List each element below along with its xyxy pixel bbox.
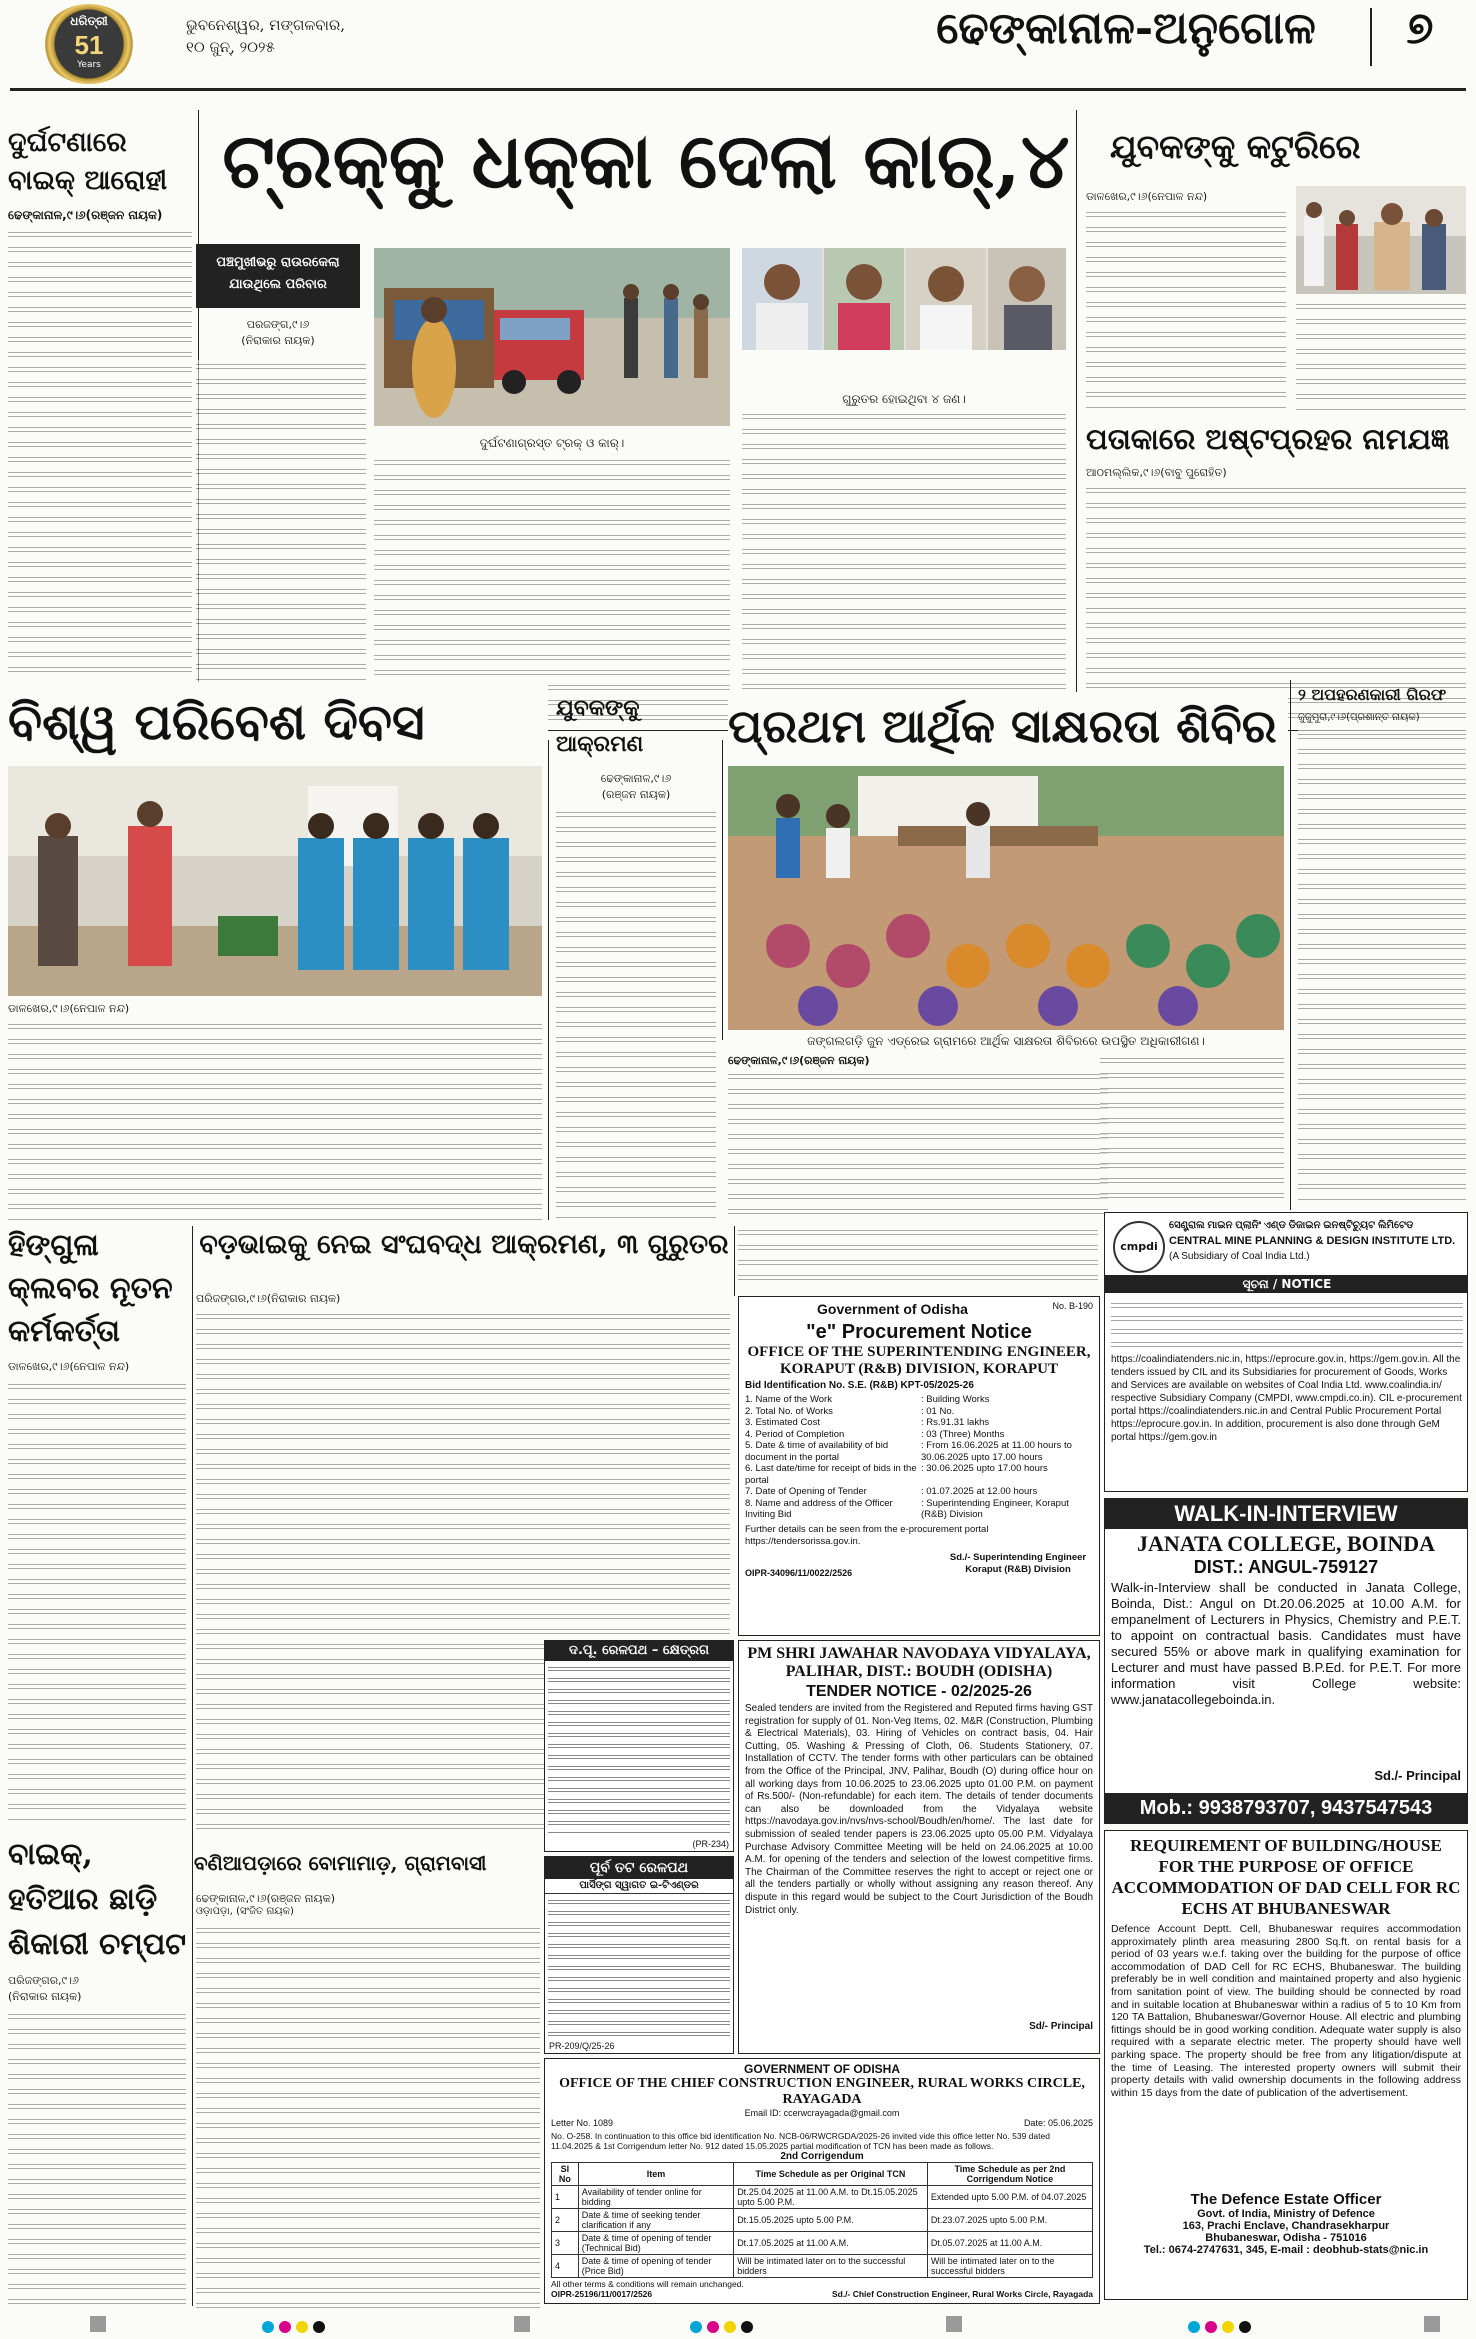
- walkin-college: JANATA COLLEGE, BOINDA: [1136, 1531, 1436, 1556]
- rw-sign: Sd./- Chief Construction Engineer, Rural Works Circle, Rayagada: [831, 2289, 1093, 2299]
- registration-dot-yellow: [724, 2321, 736, 2333]
- col-rule-2: [1076, 110, 1077, 730]
- rw-date: Date: 05.06.2025: [1023, 2118, 1093, 2128]
- registration-dot-magenta: [279, 2321, 291, 2333]
- literacy-body-2: [1100, 1054, 1284, 1204]
- registration-dot-yellow: [296, 2321, 308, 2333]
- biker-dateline: ଢେଙ୍କାନାଳ,୯।୬(ରଞ୍ଜନ ନାୟକ): [8, 208, 163, 222]
- registration-dot-yellow: [1222, 2321, 1234, 2333]
- col-rule-6: [192, 1226, 193, 2306]
- echs-office: The Defence Estate Officer: [1190, 2191, 1382, 2208]
- echs-addr2: 163, Prachi Enclave, Chandrasekharpur: [1182, 2220, 1390, 2232]
- eproc-row: [745, 1429, 1093, 1441]
- railway-se-notice: [544, 1640, 734, 1852]
- rw-footer: All other terms & conditions will remain unchanged.: [551, 2279, 744, 2289]
- cmpdi-logo: cmpdi: [1113, 1221, 1165, 1273]
- col-rule-7: [734, 1226, 735, 1296]
- eproc-row-label: 2. Total No. of Works: [745, 1405, 833, 1417]
- railway-ec-title: ପୂର୍ବ ତଟ ରେଳପଥ: [545, 1857, 733, 1879]
- badge-years: Years: [77, 60, 101, 70]
- biker-body: [8, 228, 192, 728]
- victims-photo: [742, 248, 1066, 350]
- truck-car-byline: (ନିରାକାର ନାୟକ): [241, 334, 315, 347]
- eproc-row-value: : 01.07.2025 at 12.00 hours: [921, 1486, 1038, 1497]
- echs-tel: Tel.: 0674-2747631, 345, E-mail : deobhub-stats@nic.in: [1143, 2244, 1429, 2256]
- reg-gray-4: [1424, 2316, 1440, 2332]
- rw-table-header: Item: [578, 2163, 733, 2186]
- walkin-mobile: Mob.: 9938793707, 9437547543: [1105, 1793, 1467, 1823]
- registration-dot-cyan: [1188, 2321, 1200, 2333]
- echs-body: Defence Account Deptt. Cell, Bhubaneswar requires accommodation approximately plinth area measuring 2800 Sq.ft. on rental basis for a period of 03 years w.e.f. taking over the building for the purpose of office accommodation of DAD Cell for RC ECHS, Bhubaneswar. The building preferably be in well condition and maintained property and also hygienic from sanitation point of view. The building should be connected by road and in suitable location at Bhubaneswar within a radius of 5 to 10 Km from 120 TA Battalion, Bhubaneswar/Governor House. All electric and plumbing fittings should be in good working condition. Adequate water supply is also required with a separate electric meter. The property should have well parking space. The property should be free from any litigation/dispute at the time of Leasing. The interested property owners will submit their property details with valid ownership documents in the following address within 15 days from the date of publication of the advertisement.: [1111, 1923, 1461, 2099]
- knife-attack-headline: ଯୁବକଙ୍କୁ କଟୁରିରେ: [1110, 127, 1361, 166]
- cmpdi-body: https://coalindiatenders.nic.in, https://eprocure.gov.in, https://gem.gov.in. All the tenders issued by CIL and its Subsidiaries for procurement of Goods, Works and Services are available on websites of Coal India Ltd. www.coalindia.in/ respective Subsidiary Company (CMPDI, www.cmpdi.co.in). CIL e-procurement portal https://coalindiatenders.nic.in and Central Public Procurement Portal https://eprocure.gov.in. In addition, procurement is also done through GeM portal https://gem.gov.in: [1111, 1354, 1462, 1443]
- eproc-row-label: 1. Name of the Work: [745, 1394, 832, 1405]
- victims-photo-image: [742, 248, 1066, 350]
- col-rule-3: [548, 740, 549, 1220]
- literacy-body: [728, 1070, 1108, 1220]
- masthead: [0, 0, 1476, 92]
- railway-se-body: [548, 1664, 730, 1834]
- alleged-attack-body: [556, 808, 716, 1218]
- bomb-dateline: ଢେଙ୍କାନାଳ,୯।୬(ରଞ୍ଜନ ନାୟକ): [196, 1892, 335, 1905]
- environment-photo-image: [8, 766, 542, 996]
- railway-se-title: ଦ.ପୂ. ରେଳପଥ – କ୍ଷେତ୍ରଗ: [545, 1641, 733, 1661]
- naam-yagna-headline: ପତାକାରେ ଅଷ୍ଟପ୍ରହର ନାମଯଜ୍ଞ: [1086, 422, 1450, 456]
- club-body: [8, 1380, 186, 1820]
- rw-table-cell: Dt.05.07.2025 at 11.00 A.M.: [927, 2232, 1092, 2255]
- eproc-no: No. B-190: [1052, 1301, 1093, 1311]
- literacy-photo: [728, 766, 1284, 1030]
- truck-car-headline: ଟ୍ରକ୍‌କୁ ଧକ୍କା ଦେଲା କାର୍,୪: [222, 116, 1070, 205]
- eproc-oipr: OIPR-34096/11/0022/2526: [745, 1567, 853, 1578]
- victims-photo-caption: ଗୁରୁତର ହୋଇଥିବା ୪ ଜଣ।: [842, 392, 966, 406]
- kicker-line1: ପଞ୍ଚମୁଖୀଭରୁ ରାଉରକେଲା: [216, 255, 340, 270]
- alleged-attack-headline: ଯୁବକଙ୍କୁ ଆକ୍ରମଣ: [556, 695, 644, 757]
- reg-gray-2: [514, 2316, 530, 2332]
- navodaya-tender-notice: TENDER NOTICE - 02/2025-26: [806, 1683, 1032, 1700]
- truck-car-kicker: [196, 244, 360, 308]
- registration-dot-magenta: [707, 2321, 719, 2333]
- eproc-row-value: : Rs.91.31 lakhs: [921, 1417, 990, 1428]
- railway-ec-notice: [544, 1856, 734, 2054]
- kidnappers-body: [1298, 730, 1466, 1200]
- rw-table-cell: Extended upto 5.00 P.M. of 04.07.2025: [927, 2186, 1092, 2209]
- rw-table-cell: 2: [552, 2209, 579, 2232]
- registration-dot-cyan: [690, 2321, 702, 2333]
- rw-table-cell: Will be intimated later on to the successful bidders: [734, 2255, 928, 2278]
- rw-table-header: Sl No: [552, 2163, 579, 2186]
- cmpdi-notice: [1104, 1212, 1468, 1492]
- cmpdi-name-odia: ସେଣ୍ଟ୍ରାଲ ମାଇନ ପ୍ଲାନିଂ ଏଣ୍ଡ ଡିଜାଇନ ଇନଷ୍ଟିଚ୍ୟୁଟ ଲିମିଟେଡ: [1169, 1220, 1414, 1231]
- hunter-dateline: ପରିଜଙ୍ଗର,୯।୬: [8, 1974, 79, 1987]
- knife-attack-photo: [1296, 186, 1466, 294]
- echs-addr1: Govt. of India, Ministry of Defence: [1197, 2208, 1375, 2220]
- eproc-row-value: : Superintending Engineer, Koraput (R&B) Division: [921, 1497, 1069, 1520]
- walkin-notice: [1104, 1498, 1468, 1824]
- registration-dot-black: [741, 2321, 753, 2333]
- place-date: [186, 14, 406, 58]
- eproc-bid-id: Bid Identification No. S.E. (R&B) KPT-05/2025-26: [745, 1380, 974, 1391]
- navodaya-sign: Sd/- Principal: [1029, 2021, 1093, 2032]
- rw-table-cell: Dt.15.05.2025 upto 5.00 P.M.: [734, 2209, 928, 2232]
- eproc-row-label: 5. Date & time of availability of bid document in the portal: [745, 1440, 889, 1463]
- echs-notice: [1104, 1830, 1468, 2300]
- eproc-office-line2: KORAPUT (R&B) DIVISION, KORAPUT: [779, 1361, 1059, 1377]
- cmpdi-body-odia: [1111, 1299, 1463, 1349]
- alleged-attack-dateline: ଢେଙ୍କାନାଳ,୯।୬: [600, 772, 672, 785]
- place-date-line1: ଭୁବନେଶ୍ୱର, ମଙ୍ଗଳବାର,: [186, 16, 346, 34]
- rw-table-cell: Date & time of opening of tender (Technical Bid): [578, 2232, 733, 2255]
- literacy-photo-caption: ଜଙ୍ଗଲଗଡ଼ି ଜୁନ ଏଡ୍ରେଇ ଗ୍ରାମରେ ଆର୍ଥିକ ସାକ୍ଷରତା ଶିବିରରେ ଉପସ୍ଥିତ ଅଧିକାରୀଗଣ।: [807, 1034, 1205, 1048]
- eproc-row-label: 6. Last date/time for receipt of bids in the portal: [745, 1463, 917, 1486]
- rw-table-cell: Date & time of opening of tender (Price Bid): [578, 2255, 733, 2278]
- bomb-headline: ବଣିଆପଡ଼ାରେ ବୋମାମାଡ଼, ଗ୍ରାମବାସୀ: [194, 1851, 487, 1875]
- registration-dot-black: [313, 2321, 325, 2333]
- club-dateline: ଡାଳଖେର,୯।୬(ନେପାଳ ନନ୍ଦ): [8, 1360, 130, 1373]
- section-title: ଢେଙ୍କାନାଳ-ଅନୁଗୋଳ: [936, 6, 1316, 54]
- eproc-notice: [738, 1296, 1100, 1636]
- knife-attack-body-2: [1296, 300, 1466, 410]
- truck-car-body-3: [742, 410, 1066, 726]
- walkin-dist: DIST.: ANGUL-759127: [1193, 1557, 1379, 1577]
- eproc-title: "e" Procurement Notice: [806, 1321, 1032, 1343]
- rw-table-header: Time Schedule as per 2nd Corrigendum Notice: [927, 2163, 1092, 2186]
- page-number: ୭: [1406, 6, 1434, 54]
- rural-works-notice: [544, 2058, 1100, 2304]
- eproc-row-label: 7. Date of Opening of Tender: [745, 1486, 867, 1497]
- group-attack-headline: ବଡ଼ଭାଇକୁ ନେଇ ସଂଘବଦ୍ଧ ଆକ୍ରମଣ, ୩ ଗୁରୁତର: [199, 1229, 729, 1260]
- environment-headline: ବିଶ୍ୱ ପରିବେଶ ଦିବସ: [8, 682, 548, 764]
- eproc-row: [745, 1440, 1093, 1463]
- truck-car-dateline: ପରଜଙ୍ଗ,୯।୬: [246, 318, 310, 331]
- rw-govt: GOVERNMENT OF ODISHA: [743, 2062, 900, 2076]
- rw-letter: Letter No. 1089: [551, 2118, 614, 2128]
- kidnappers-dateline: ଜୁଜୁମୁରା,୯।୬(ପ୍ରଶାନ୍ତ ନାୟକ): [1298, 712, 1420, 723]
- alleged-attack-byline: (ରଞ୍ଜନ ନାୟକ): [601, 788, 671, 801]
- rw-oipr: OIPR-25196/11/0017/2526: [551, 2289, 653, 2299]
- rw-table-cell: Dt.17.05.2025 at 11.00 A.M.: [734, 2232, 928, 2255]
- kicker-line2: ଯାଉଥିଲେ ପରିବାର: [229, 277, 327, 292]
- group-attack-dateline: ପରିଜଙ୍ଗର,୯।୬(ନିରାକାର ନାୟକ): [196, 1292, 341, 1305]
- col-rule-4: [722, 740, 723, 1040]
- literacy-body-3: [738, 1226, 1098, 1286]
- eproc-row-value: : 01 No.: [921, 1405, 955, 1417]
- bomb-body: [196, 1924, 540, 2308]
- walkin-sign: Sd./- Principal: [1374, 1768, 1461, 1783]
- navodaya-body: Sealed tenders are invited from the Registered and Reputed firms having GST registration for supply of 01. Non-Veg Items, 02. M&R (Construction, Plumbing & Electrical Materials), 03. Hiring of Vehicles on contract basis, 04. Hair Cutting, 05. Washing & Pressing of Cloth, 06. Students Stationery, 07. Installation of CCTV. The tender forms with other particulars can be obtained from the Office of the Principal, JNV, Palihar, Boudh (O) during office hour on all working days from 10.06.2025 to 23.06.2025 upto 01.00 P.M. on payment of Rs.500/- (Non-refundable) for each item. The details of tender documents can also be downloaded from the Vidyalaya website https://navodaya.gov.in/nvs/nvs-school/Boudh/en/home/. The last date for submission of sealed tender papers is 23.06.2025 upto 05.00 P.M. Vidyalaya Purchase Advisory Committee Meeting will be held on 24.06.2025 at 10.00 A.M. for opening of the tenders and selection of the lowest competitive firms. The Chairman of the Committee reserves the right to accept or reject one or all the tenders partially or wholly without assigning any reason thereof. Any dispute in this regard would be subject to the Court Jurisdiction of the Boudh District only.: [745, 1703, 1093, 1916]
- rw-email: Email ID: ccerwcrayagada@gmail.com: [744, 2108, 900, 2118]
- eproc-row-label: 8. Name and address of the Officer Inviting Bid: [745, 1497, 893, 1520]
- railway-ec-subtitle: ପାର୍ସିଙ୍ଗ ସ୍ୱାଗତ ଇ-ଟିଏଣ୍ଡର: [545, 1879, 733, 1894]
- rw-title: OFFICE OF THE CHIEF CONSTRUCTION ENGINEER, RURAL WORKS CIRCLE, RAYAGADA: [559, 2076, 1085, 2107]
- eproc-row-label: 4. Period of Completion: [745, 1428, 845, 1440]
- rw-table-cell: Date & time of seeking tender clarification if any: [578, 2209, 733, 2232]
- masthead-rule: [10, 88, 1466, 91]
- rw-table-cell: 1: [552, 2186, 579, 2209]
- eproc-row: [745, 1406, 1093, 1418]
- eproc-table: [745, 1394, 1093, 1521]
- rw-table-row: [552, 2209, 1093, 2232]
- eproc-signature: Sd./- Superintending Engineer Koraput (R&B) Division: [949, 1551, 1087, 1575]
- masthead-divider: [1370, 8, 1372, 66]
- eproc-row-label: 3. Estimated Cost: [745, 1417, 820, 1428]
- walkin-body: Walk-in-Interview shall be conducted in Janata College, Boinda, Dist.: Angul on Dt.20.06.2025 at 10.00 A.M. for empanelment of Lecturers in Physics, Chemistry and P.E.T. to appoint on contractual basis. Candidates must have secured 55% or above mark in qualifying examination for Lecturer and must have passed B.P.Ed. for P.E.T. For more information visit College website: www.janatacollegeboinda.in.: [1111, 1580, 1461, 1707]
- eproc-row-value: : 30.06.2025 upto 17.00 hours: [921, 1463, 1048, 1474]
- reg-marks-3: [1188, 2318, 1256, 2337]
- rw-table-row: [552, 2186, 1093, 2209]
- accident-photo-caption: ଦୁର୍ଘଟଣାଗ୍ରସ୍ତ ଟ୍ରକ୍ ଓ କାର୍।: [479, 436, 625, 450]
- eproc-row: [745, 1394, 1093, 1406]
- rw-intro: No. O-258. In continuation to this office bid identification No. NCB-06/RWCRGDA/2025-26 invited vide this office letter No. 539 dated 11.04.2025 & 1st Corrigendum letter No. 912 dated 15.05.2025 partial modification of TCN has been made as follows.: [551, 2131, 1050, 2151]
- registration-dot-magenta: [1205, 2321, 1217, 2333]
- col-rule-5: [1290, 680, 1291, 1210]
- eproc-row-value: : From 16.06.2025 at 11.00 hours to 30.06.2025 upto 17.00 hours: [921, 1440, 1072, 1463]
- footer-bar: [0, 2312, 1476, 2339]
- walkin-label: WALK-IN-INTERVIEW: [1105, 1499, 1467, 1529]
- eproc-row: [745, 1463, 1093, 1486]
- cmpdi-notice-bar: ସୂଚନା / NOTICE: [1105, 1275, 1468, 1293]
- eproc-office-line1: OFFICE OF THE SUPERINTENDING ENGINEER,: [747, 1344, 1091, 1360]
- rw-table-cell: Dt.23.07.2025 upto 5.00 P.M.: [927, 2209, 1092, 2232]
- accident-photo: [374, 248, 730, 426]
- kidnappers-headline: ୨ ଅପହରଣକାରୀ ଗିରଫ: [1298, 685, 1447, 704]
- reg-marks-2: [690, 2318, 758, 2337]
- badge-label: ଧରିତ୍ରୀ: [70, 14, 108, 28]
- rw-table: [551, 2162, 1093, 2278]
- cmpdi-name-subsidiary: (A Subsidiary of Coal India Ltd.): [1169, 1251, 1310, 1262]
- eproc-govt: Government of Odisha: [817, 1301, 968, 1317]
- naam-yagna-dateline: ଆଠମଲ୍ଲିକ,୯।୬(ବାବୁ ପୁରୋହିତ): [1086, 466, 1227, 479]
- railway-se-code: (PR-234): [692, 1839, 729, 1849]
- cmpdi-name-english: CENTRAL MINE PLANNING & DESIGN INSTITUTE LTD.: [1169, 1235, 1456, 1247]
- anniversary-badge: [42, 4, 136, 84]
- place-date-line2: ୧୦ ଜୁନ୍, ୨୦୨୫: [186, 38, 275, 56]
- rw-table-cell: Availability of tender online for bidding: [578, 2186, 733, 2209]
- rw-table-cell: Dt.25.04.2025 at 11.00 A.M. to Dt.15.05.2025 upto 5.00 P.M.: [734, 2186, 928, 2209]
- echs-title: REQUIREMENT OF BUILDING/HOUSE FOR THE PURPOSE OF OFFICE ACCOMMODATION OF DAD CELL FOR RC ECHS AT BHUBANESWAR: [1111, 1836, 1461, 1918]
- accident-photo-image: [374, 248, 730, 426]
- eproc-row-value: : Building Works: [921, 1394, 990, 1405]
- navodaya-title-line1: PM SHRI JAWAHAR NAVODAYA VIDYALAYA,: [747, 1645, 1091, 1662]
- reg-gray-1: [90, 2316, 106, 2332]
- badge-number: 51: [74, 30, 104, 60]
- eproc-row: [745, 1417, 1093, 1429]
- rw-table-row: [552, 2232, 1093, 2255]
- rw-table-row: [552, 2255, 1093, 2278]
- literacy-dateline: ଢେଙ୍କାନାଳ,୯।୬(ରଞ୍ଜନ ନାୟକ): [728, 1054, 870, 1067]
- eproc-row: [745, 1498, 1093, 1521]
- hunter-body: [8, 2010, 186, 2306]
- railway-ec-body: [548, 1897, 730, 2039]
- environment-photo: [8, 766, 542, 996]
- reg-gray-3: [946, 2316, 962, 2332]
- club-headline: ହିଙ୍ଗୁଳା କ୍ଲବର ନୂତନ କର୍ମକର୍ତ୍ତା: [8, 1228, 173, 1349]
- navodaya-notice: [738, 1640, 1100, 2054]
- rw-table-cell: 4: [552, 2255, 579, 2278]
- environment-dateline: ଡାଳଖେର,୯।୬(ନେପାଳ ନନ୍ଦ): [8, 1002, 130, 1015]
- hunter-byline: (ନିରାକାର ନାୟକ): [8, 1990, 82, 2003]
- bomb-byline: ଓଡ଼ାପଡ଼ା, (ସଂଜିତ ନାୟକ): [196, 1906, 294, 1917]
- knife-attack-body: [1086, 208, 1286, 408]
- rw-table-cell: Will be intimated later on to the successful bidders: [927, 2255, 1092, 2278]
- registration-dot-cyan: [262, 2321, 274, 2333]
- truck-car-body: [196, 360, 366, 720]
- hunter-headline: ବାଇକ୍, ହତିଆର ଛାଡ଼ି ଶିକାରୀ ଚମ୍ପଟ: [8, 1837, 187, 1962]
- literacy-photo-image: [728, 766, 1284, 1030]
- registration-dot-black: [1239, 2321, 1251, 2333]
- knife-attack-dateline: ଡାଳଖେର,୯।୬(ନେପାଳ ନନ୍ଦ): [1086, 190, 1208, 203]
- eproc-row: [745, 1486, 1093, 1498]
- rw-table-cell: 3: [552, 2232, 579, 2255]
- rw-corrigendum: 2nd Corrigendum: [780, 2151, 864, 2162]
- eproc-row-value: : 03 (Three) Months: [921, 1428, 1005, 1440]
- rw-table-header: Time Schedule as per Original TCN: [734, 2163, 928, 2186]
- knife-attack-photo-image: [1296, 186, 1466, 294]
- reg-marks-1: [262, 2318, 330, 2337]
- railway-ec-code: PR-209/Q/25-26: [549, 2041, 615, 2051]
- echs-addr3: Bhubaneswar, Odisha - 751016: [1205, 2232, 1367, 2244]
- eproc-footer: Further details can be seen from the e-procurement portal https://tendersorissa.gov.in.: [745, 1523, 989, 1547]
- literacy-headline: ପ୍ରଥମ ଆର୍ଥିକ ସାକ୍ଷରତା ଶିବିର: [728, 692, 1288, 762]
- environment-body: [8, 1020, 542, 1220]
- biker-headline: ଦୁର୍ଘଟଣାରେ ବାଇକ୍ ଆରୋହୀ: [8, 127, 168, 196]
- navodaya-title-line2: PALIHAR, DIST.: BOUDH (ODISHA): [785, 1663, 1053, 1680]
